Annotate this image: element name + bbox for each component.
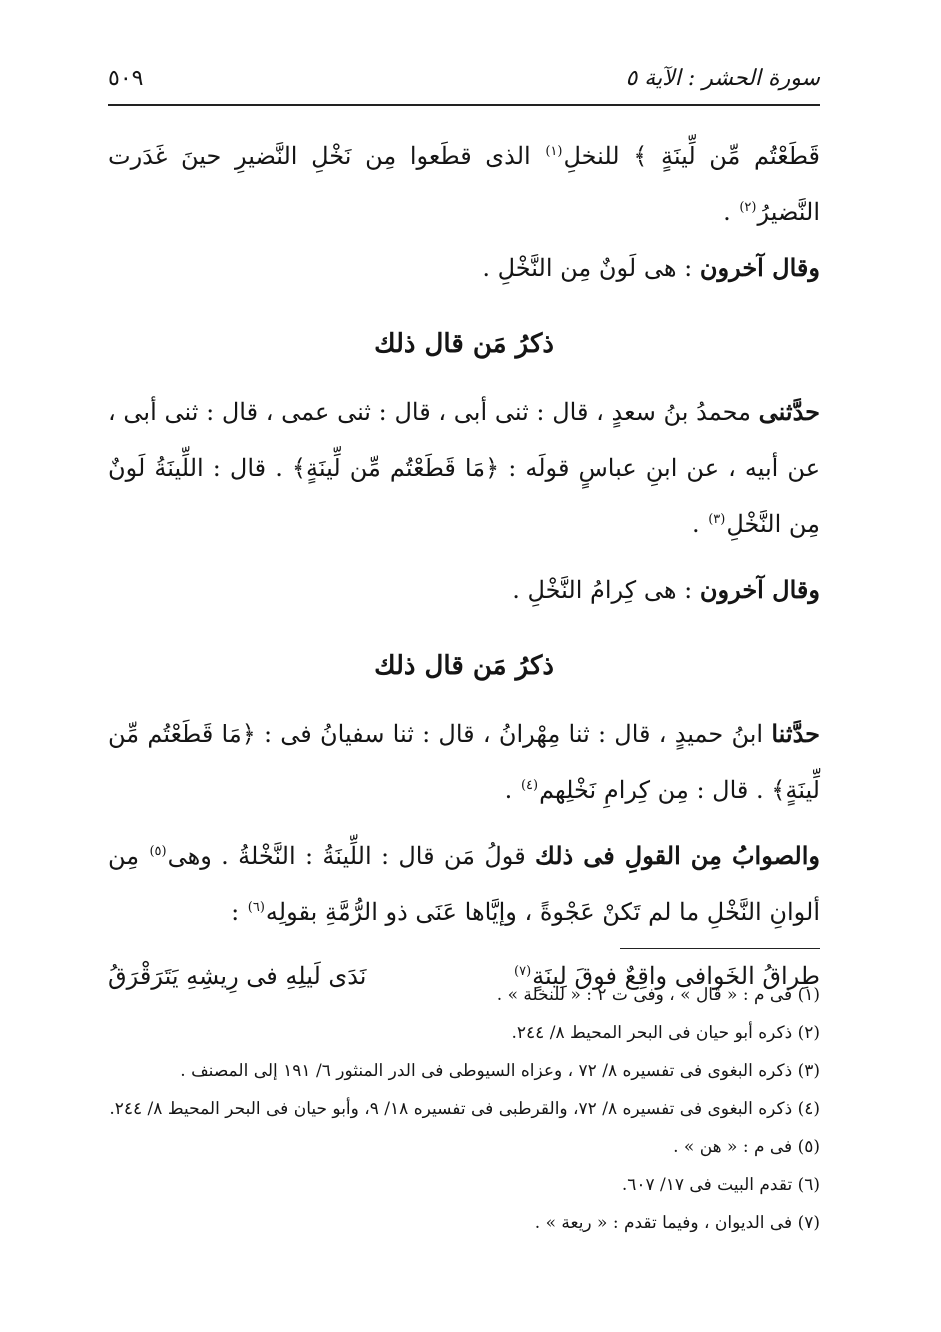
text-run: محمدُ بنُ سعدٍ ، قال : ثنى أبى ، قال : ثنى عمى ، قال : ثنى أبى ، عن أبيه ، عن ابنِ عباسٍ قولَه :	[108, 398, 821, 482]
paragraph-lead: حدَّثنا	[771, 719, 820, 748]
footnote: (٥) فى م : « هن » .	[673, 1137, 820, 1157]
paragraph-lead: والصوابُ مِن القولِ فى ذلك	[534, 841, 820, 870]
footnote-ref[interactable]: (٥)	[149, 844, 167, 859]
footnote-ref[interactable]: (٧)	[514, 964, 532, 979]
footnote-rule	[620, 948, 820, 949]
footnotes	[108, 978, 820, 1244]
text-run: للنخلِ	[563, 142, 634, 170]
footnote: (٣) ذكره البغوى فى تفسيره ٨/ ٧٢ ، وعزاه السيوطى فى الدر المنثور ٦/ ١٩١ إلى المصنف .	[180, 1061, 820, 1081]
text-run: قولُ مَن قال : اللِّينَةُ : النَّخْلةُ . وهى	[167, 842, 535, 870]
text-run: ابنُ حميدٍ ، قال : ثنا مِهْرانُ ، قال : ثنا سفيانُ فى :	[255, 720, 772, 748]
footnote: (١) فى م : « قال » ، وفى ت ٢ : « للنخلة » .	[496, 985, 820, 1005]
footnote-ref[interactable]: (٢)	[739, 200, 757, 215]
surah-title: سورة الحشر : الآية ٥	[625, 65, 820, 91]
text-run: .	[723, 198, 739, 226]
quran-quote: ﴿مَا قَطَعْتُم مِّن لِّينَةٍ﴾	[291, 454, 500, 482]
footnote-ref[interactable]: (٦)	[247, 900, 265, 915]
text-run: . قال : اللِّينَةُ لَونٌ مِن النَّخْلِ	[108, 454, 820, 538]
section-heading: ذكرُ مَن قال ذلك	[374, 651, 554, 681]
quran-quote: قَطَعْتُم مِّن لِّينَةٍ ﴾	[633, 142, 820, 170]
section-heading: ذكرُ مَن قال ذلك	[374, 329, 554, 359]
footnote: (٤) ذكره البغوى فى تفسيره ٨/ ٧٢، والقرطبى فى تفسيره ١٨/ ٩، وأبو حيان فى البحر المحيط ٨/ ٢٤٤.	[109, 1099, 820, 1119]
main-text	[108, 128, 820, 1004]
footnote-ref[interactable]: (٤)	[520, 778, 539, 793]
text-run: : هى كِرامُ النَّخْلِ .	[512, 576, 700, 604]
running-header	[108, 58, 820, 98]
paragraph	[108, 562, 820, 618]
footnote: (٦) تقدم البيت فى ١٧/ ٦٠٧.	[621, 1175, 820, 1195]
text-run: :	[231, 898, 247, 926]
quran-quote: ﴿مَا قَطَعْتُم مِّن لِّينَةٍ﴾	[108, 720, 820, 804]
paragraph	[108, 240, 820, 296]
paragraph	[108, 828, 820, 940]
footnote-ref[interactable]: (٣)	[708, 512, 726, 527]
text-run: .	[691, 510, 708, 538]
page-number: ٥٠٩	[108, 65, 144, 91]
text-run: : هى لَونٌ مِن النَّخْلِ .	[482, 254, 700, 282]
header-rule	[108, 104, 820, 106]
paragraph	[108, 128, 820, 240]
paragraph	[108, 706, 820, 818]
paragraph-lead: وقال آخرون	[699, 575, 820, 604]
text-run: .	[504, 776, 520, 804]
footnote-ref[interactable]: (١)	[545, 144, 563, 159]
text-run: . قال : مِن كِرامِ نَخْلِهم	[539, 776, 772, 804]
verse-text: طِراقُ الخَوافى واقِعٌ فوقَ لِينَةٍ	[532, 962, 820, 990]
text-run: الذى قطَعوا مِن نَخْلِ النَّضيرِ حينَ غَدَرت النَّضيرُ	[108, 142, 820, 226]
footnote: (٧) فى الديوان ، وفيما تقدم : « ريعة » .	[534, 1213, 820, 1233]
verse-second-hemistich: نَدَى لَيلِهِ فى رِيشِهِ يَتَرَقْرَقُ	[108, 962, 367, 990]
paragraph	[108, 384, 820, 552]
text-run: مِن ألوانِ النَّخْلِ ما لم تَكنْ عَجْوةً ، وإيَّاها عَنَى ذو الرُّمَّةِ بقولِه	[108, 842, 820, 926]
footnote: (٢) ذكره أبو حيان فى البحر المحيط ٨/ ٢٤٤.	[511, 1023, 820, 1043]
paragraph-lead: حدَّثنى	[758, 397, 820, 426]
paragraph-lead: وقال آخرون	[699, 253, 820, 282]
